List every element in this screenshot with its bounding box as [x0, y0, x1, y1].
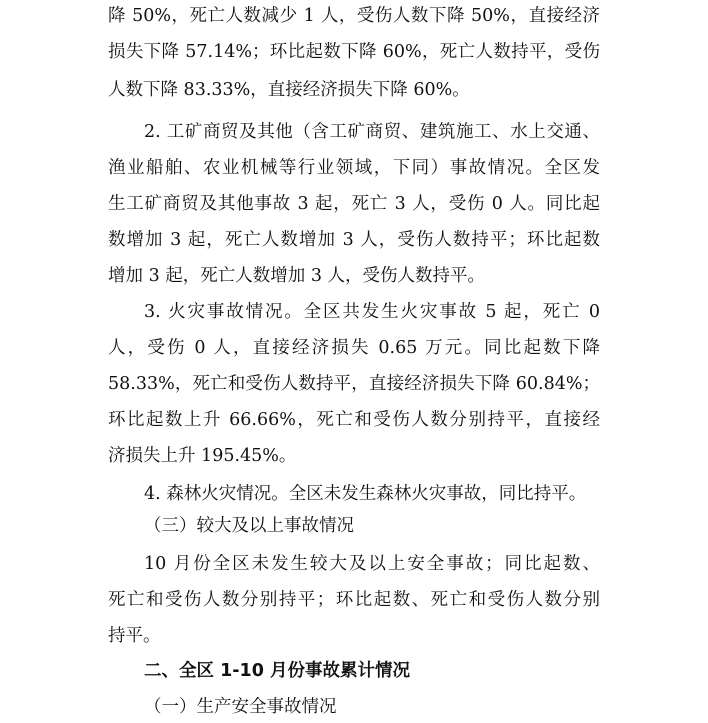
paragraph-line: 10 月份全区未发生较大及以上安全事故；同比起数、 — [144, 554, 600, 574]
paragraph-line: 增加 3 起，死亡人数增加 3 人，受伤人数持平。 — [108, 266, 486, 286]
paragraph-line: 3. 火灾事故情况。全区共发生火灾事故 5 起，死亡 0 — [144, 302, 600, 322]
paragraph-line: 济损失上升 195.45%。 — [108, 446, 297, 466]
paragraph-line: 死亡和受伤人数分别持平；环比起数、死亡和受伤人数分别 — [108, 590, 600, 610]
paragraph-line: 生工矿商贸及其他事故 3 起，死亡 3 人，受伤 0 人。同比起 — [108, 194, 600, 214]
paragraph-line: 人数下降 83.33%，直接经济损失下降 60%。 — [108, 80, 470, 100]
paragraph-line: 人，受伤 0 人，直接经济损失 0.65 万元。同比起数下降 — [108, 338, 600, 358]
paragraph-line: 58.33%，死亡和受伤人数持平，直接经济损失下降 60.84%； — [108, 374, 600, 394]
paragraph-line: 环比起数上升 66.66%，死亡和受伤人数分别持平，直接经 — [108, 410, 600, 430]
paragraph-line: 2. 工矿商贸及其他（含工矿商贸、建筑施工、水上交通、 — [144, 122, 600, 142]
section-heading: （一）生产安全事故情况 — [144, 697, 337, 717]
paragraph-line: 持平。 — [108, 626, 161, 646]
paragraph-line: 数增加 3 起，死亡人数增加 3 人，受伤人数持平；环比起数 — [108, 230, 600, 250]
section-heading: （三）较大及以上事故情况 — [144, 516, 354, 536]
paragraph-line: 4. 森林火灾情况。全区未发生森林火灾事故，同比持平。 — [144, 484, 587, 504]
chapter-heading: 二、全区 1-10 月份事故累计情况 — [144, 661, 410, 681]
paragraph-line: 降 50%，死亡人数减少 1 人，受伤人数下降 50%，直接经济 — [108, 6, 600, 26]
paragraph-line: 渔业船舶、农业机械等行业领域，下同）事故情况。全区发 — [108, 158, 600, 178]
paragraph-line: 损失下降 57.14%；环比起数下降 60%，死亡人数持平，受伤 — [108, 42, 600, 62]
